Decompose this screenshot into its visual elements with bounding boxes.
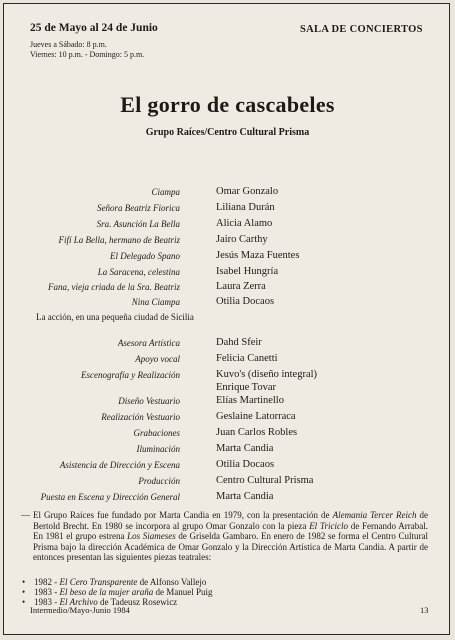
cast-actor: Omar Gonzalo — [216, 186, 279, 197]
play-title-inline: Los Siameses — [127, 531, 176, 542]
schedule-line: Jueves a Sábado: 8 p.m. — [30, 40, 107, 49]
cast-actor: Jesús Maza Fuentes — [216, 250, 300, 261]
paragraph-dash: — — [21, 510, 30, 520]
crew-member: Juan Carlos Robles — [216, 427, 298, 438]
company-subtitle: Grupo Raíces/Centro Cultural Prisma — [145, 127, 310, 138]
crew-role: Asesora Artística — [117, 338, 180, 348]
crew-member: Felicia Canetti — [216, 353, 278, 364]
crew-role: Puesta en Escena y Dirección General — [40, 492, 180, 502]
crew-member: Dahd Sfeir — [216, 337, 262, 348]
crew-member: Elías Martinello — [216, 395, 284, 406]
cast-role: Ciampa — [151, 187, 180, 197]
page-number: 13 — [420, 605, 429, 615]
setting-note: La acción, en una pequeña ciudad de Sicilia — [36, 312, 194, 322]
crew-role: Asistencia de Dirección y Escena — [59, 460, 180, 470]
crew-role: Diseño Vestuario — [118, 396, 180, 406]
crew-role: Apoyo vocal — [135, 354, 180, 364]
crew-role: Iluminación — [136, 444, 180, 454]
cast-role: Nina Ciampa — [131, 297, 180, 307]
cast-actor: Otilia Docaos — [216, 296, 275, 307]
cast-role: Fana, vieja criada de la Sra. Beatriz — [48, 282, 180, 292]
schedule-line: Viernes: 10 p.m. - Domingo: 5 p.m. — [30, 50, 145, 59]
play-title-inline: El Triciclo — [309, 520, 348, 531]
cast-actor: Liliana Durán — [216, 202, 275, 213]
company-history-paragraph: — El Grupo Raíces fue fundado por Marta Candia en 1979, con la presentación de Alemania Tercer Reich de Bertold Brecht. En 1980 se incorpora al grupo Omar Gonzalo con la pieza El Triciclo de Fernando Arrabal. En 1981 el grupo estrena Los Siameses de Griselda Gambaro. En enero de 1982 se forma el Centro Cultural Prisma bajo la dirección Académica de Omar Gonzalo y la Dirección Artística de Marta Candia. A partir de entonces presentan las siguientes piezas teatrales: — [21, 510, 429, 563]
cast-actor: Isabel Hungría — [216, 266, 279, 277]
crew-member: Centro Cultural Prisma — [216, 475, 314, 486]
venue-name: SALA DE CONCIERTOS — [300, 24, 423, 35]
crew-member: Kuvo's (diseño integral) — [216, 369, 318, 380]
play-title: El gorro de cascabeles — [120, 92, 335, 117]
footer-publication: Intermedio/Mayo-Junio 1984 — [30, 605, 130, 615]
cast-role: El Delegado Spano — [110, 251, 180, 261]
play-list-item: • 1983 - El Archivo de Tadeusz Rosewicz — [22, 597, 178, 607]
cast-role: Fifí La Bella, hermano de Beatriz — [58, 235, 180, 245]
cast-actor: Alicia Alamo — [216, 218, 273, 229]
crew-member: Marta Candia — [216, 443, 274, 454]
crew-role: Escenografía y Realización — [81, 370, 180, 380]
crew-member: Otilia Docaos — [216, 459, 275, 470]
play-list-item: • 1982 - El Cero Transparente de Alfonso Vallejo — [22, 577, 207, 587]
cast-role: Sra. Asunción La Bella — [96, 219, 180, 229]
cast-role: Señora Beatriz Fiorica — [97, 203, 180, 213]
cast-actor: Jairo Carthy — [216, 234, 268, 245]
crew-role: Grabaciones — [133, 428, 180, 438]
crew-role: Producción — [138, 476, 180, 486]
cast-actor: Laura Zerra — [216, 281, 266, 292]
performance-dates: 25 de Mayo al 24 de Junio — [30, 22, 158, 34]
crew-member: Marta Candia — [216, 491, 274, 502]
crew-member: Geslaine Latorraca — [216, 411, 296, 422]
crew-member: Enrique Tovar — [216, 382, 277, 393]
play-list-item: • 1983 - El beso de la mujer araña de Manuel Puig — [22, 587, 213, 597]
crew-role: Realización Vestuario — [101, 412, 180, 422]
cast-role: La Saracena, celestina — [97, 267, 180, 277]
play-title-inline: Alemania Tercer Reich — [332, 510, 417, 520]
